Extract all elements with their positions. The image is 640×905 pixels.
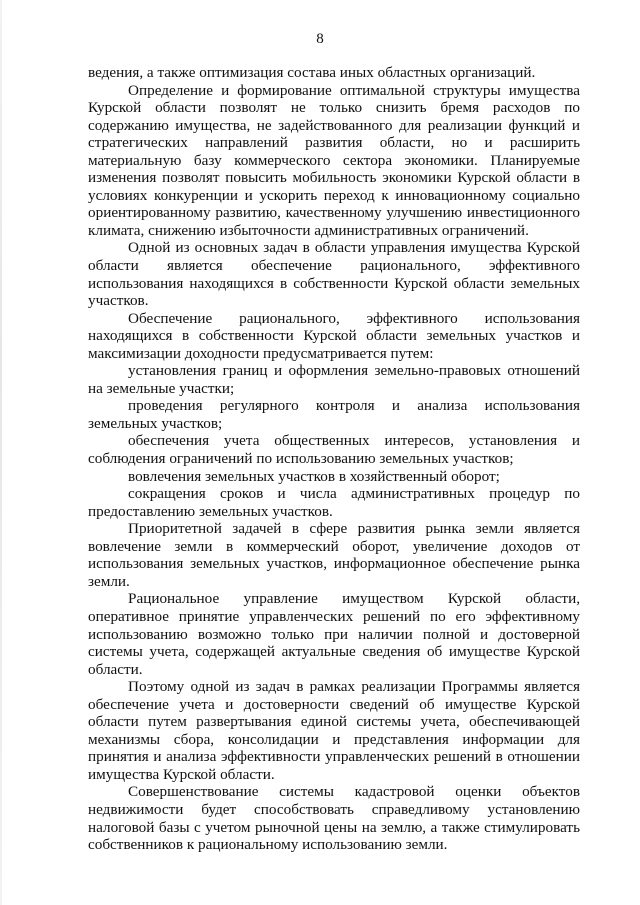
paragraph-program-task: Поэтому одной из задач в рамках реализации Программы является обеспечение учета и достоверности сведений об имуществе Курской области путем развертывания единой системы учета, обеспечивающей механизмы сбора, консолидации и представления информации для принятия и анализа эффективности управленческих решений в отношении имущества Курской области. — [88, 678, 580, 783]
list-item-boundaries: установления границ и оформления земельно-правовых отношений на земельные участки; — [88, 362, 580, 397]
paragraph-land-market: Приоритетной задачей в сфере развития рынка земли является вовлечение земли в коммерческий оборот, увеличение доходов от использования земельных участков, информационное обеспечение рынка земли. — [88, 520, 580, 590]
scan-edge-shadow — [0, 0, 2, 905]
paragraph-cadastral-valuation: Совершенствование системы кадастровой оценки объектов недвижимости будет способствовать справедливому установлению налоговой базы с учетом рыночной цены на землю, а также стимулировать собственников к рациональному использованию земли. — [88, 783, 580, 854]
document-body — [88, 64, 580, 854]
paragraph-land-use-intro: Обеспечение рационального, эффективного использования находящихся в собственности Курской области земельных участков и максимизации доходности предусматривается путем: — [88, 309, 580, 362]
paragraph-rational-management: Рациональное управление имуществом Курской области, оперативное принятие управленческих решений по его эффективному использованию возможно только при наличии полной и достоверной системы учета, содержащей актуальные сведения об имуществе Курской области. — [88, 590, 580, 678]
paragraph-main-task: Одной из основных задач в области управления имущества Курской области является обеспечение рационального, эффективного использования находящихся в собственности Курской области земельных участков. — [88, 239, 580, 310]
paragraph-continuation: ведения, а также оптимизация состава иных областных организаций. — [88, 64, 536, 81]
list-item-economic-turnover: вовлечения земельных участков в хозяйственный оборот; — [128, 467, 500, 485]
list-item-procedures: сокращения сроков и числа административных процедур по предоставлению земельных участков. — [88, 485, 580, 520]
page-number: 8 — [316, 31, 324, 47]
list-item-control: проведения регулярного контроля и анализа использования земельных участков; — [88, 397, 580, 432]
paragraph-property-structure: Определение и формирование оптимальной структуры имущества Курской области позволят не только снизить бремя расходов по содержанию имущества, не задействованного для реализации функций и стратегических направлений развития области, но и расширить материальную базу коммерческого сектора экономики. Планируемые изменения позволят повысить мобильность экономики Курской области в условиях конкуренции и ускорить переход к инновационному социально ориентированному развитию, качественному улучшению инвестиционного климата, снижению избыточности административных ограничений. — [88, 81, 580, 239]
list-item-public-interests: обеспечения учета общественных интересов, установления и соблюдения ограничений по использованию земельных участков; — [88, 432, 580, 468]
